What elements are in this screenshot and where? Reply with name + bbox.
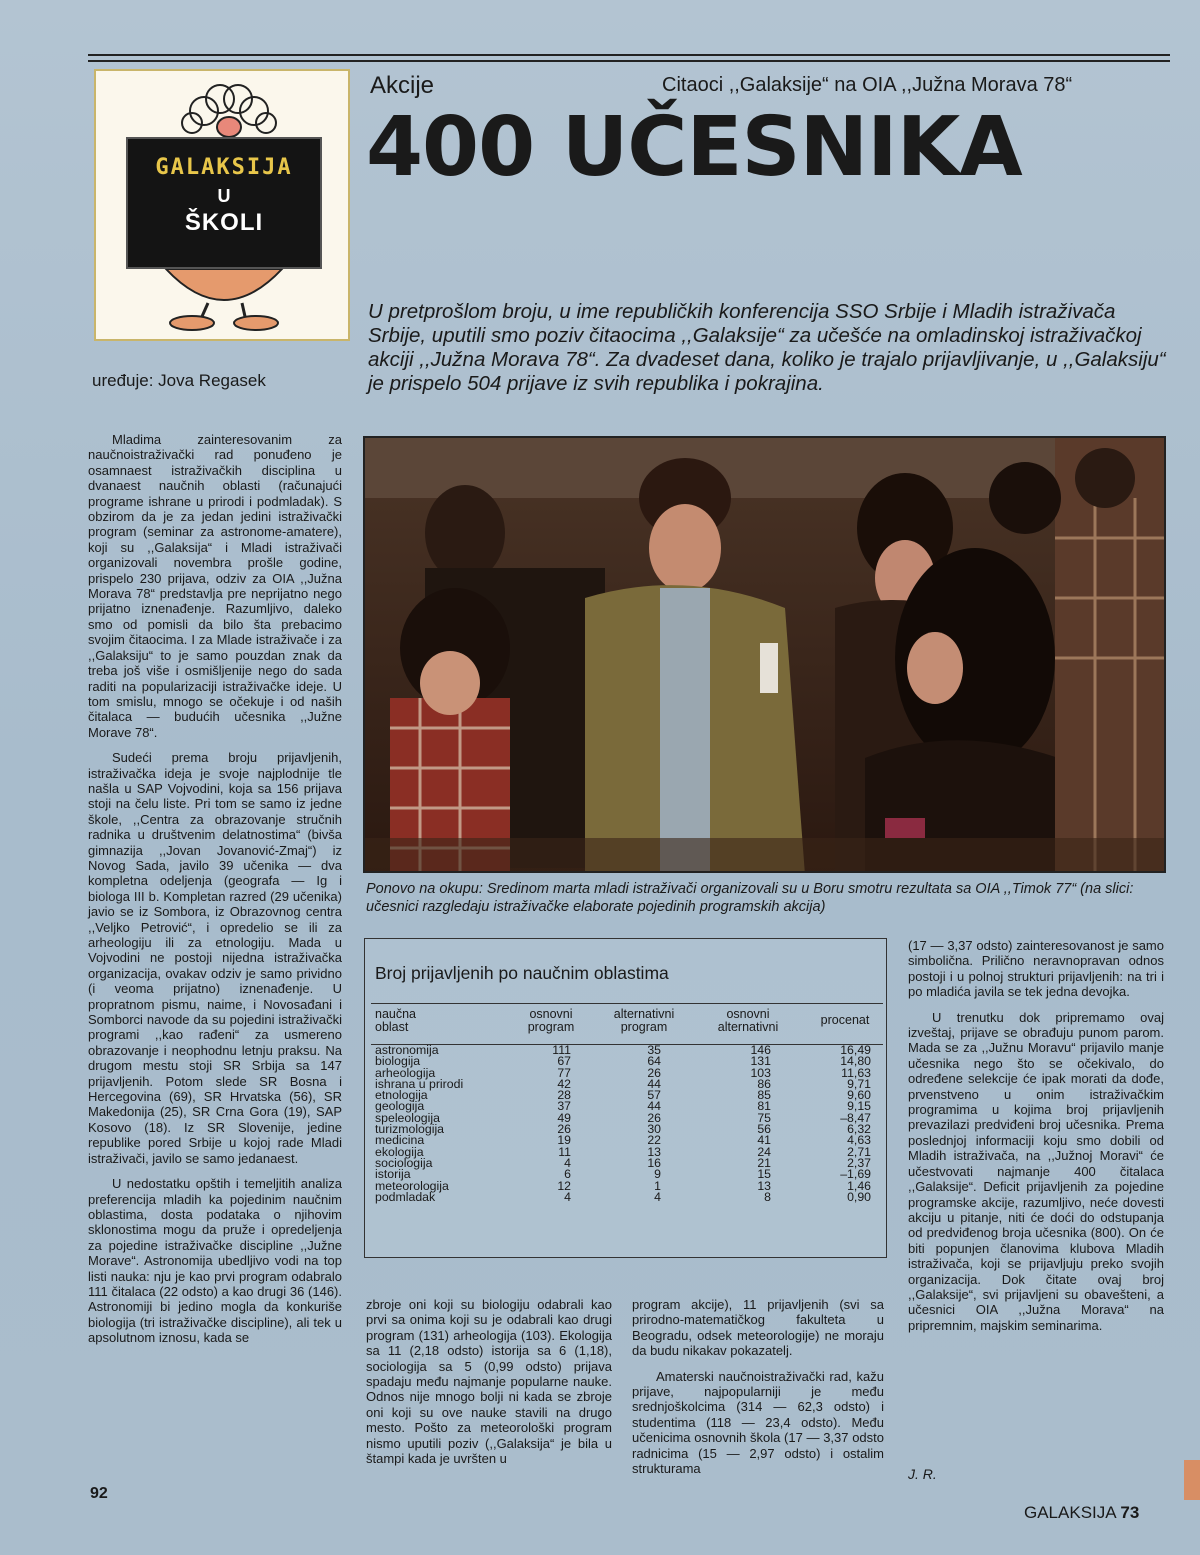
table-cell: 9,71 [847, 1076, 871, 1091]
footer [1024, 1503, 1139, 1523]
table-cell: 4 [654, 1189, 661, 1204]
table-cell: 86 [757, 1076, 771, 1091]
author-initials: J. R. [908, 1466, 937, 1482]
table-cell: –1,69 [840, 1167, 871, 1182]
event-photo [363, 436, 1166, 873]
table-cell: istorija [375, 1167, 411, 1182]
table-cell: 57 [647, 1088, 661, 1103]
table-cell: 146 [750, 1043, 771, 1057]
table-cell: ekologija [375, 1144, 424, 1159]
table-cell: 42 [557, 1076, 571, 1091]
table-cell: –8,47 [840, 1110, 871, 1125]
col4-paragraph-1: (17 — 3,37 odsto) zainteresovanost je samo simbolična. Prilično neravnopravan odnos postoji i u polnoj strukturi prijavljenih: na tri i po mladića javila se tek jedna devojka. [908, 938, 1164, 1000]
headline: 400 UČESNIKA [366, 100, 1022, 195]
table-cell: podmladak [375, 1189, 436, 1204]
table-cell: 13 [757, 1178, 771, 1193]
table-cell: 49 [557, 1110, 571, 1125]
table-cell: 26 [647, 1110, 661, 1125]
table-row [371, 1101, 883, 1112]
table-row [371, 1076, 883, 1091]
page-edge-tab [1184, 1460, 1200, 1500]
table-row [371, 1189, 883, 1204]
lead-paragraph: U pretprošlom broju, u ime republičkih konferencija SSO Srbije i Mladih istraživača Srbije, uputili smo poziv čitaocima ,,Galaksije“ za učešće na omladinskoj istraživačkoj akciji ,,Južna Morava 78“. Za dvadeset dana, koliko je trajalo prijavljivanje, u ,,Galaksiju“ je prispelo 504 prijave iz svih republika i pokrajina. [368, 300, 1166, 395]
col4-paragraph-2: U trenutku dok pripremamo ovaj izveštaj, prijave se obrađuju punom parom. Mada se za ,,Južnu Moravu“ prijavilo manje učesnika nego što se očekivalo, do određene selekcije će ipak morati da dođe, prvenstveno u onim istraživačkim programima u kojima broj prijavljenih prevazilazi predviđeni broj učesnika. Prema poslednjoj informaciji koju smo dobili od Mladih istraživača, na ,,Južnoj Moravi“ će učestvovati najmanje 400 čitalaca ,,Galaksije“. Deficit prijavljenih za pojedine programske akcije, razumljivo, neće dovesti akciju u pitanje, niti će doći do odstupanja od predviđenog broja učesnika (800). On će biti popunjen članovima klubova Mladih istraživača, koji se prijavljuju preko svojih organizacija. Dok čitate ovaj broj ,,Galaksije“, svi prijavljeni su obavešteni, a učesnici OIA ,,Južna Morava“ na pripremnim, majskim seminarima. [908, 1009, 1164, 1333]
section-kicker: Akcije [370, 72, 435, 99]
table-header [371, 1003, 883, 1045]
header-line: naučna [375, 1007, 417, 1021]
table-cell: 22 [647, 1133, 661, 1148]
page-number-left: 92 [90, 1485, 108, 1502]
table-cell: 30 [647, 1122, 661, 1137]
header-line: osnovni [529, 1007, 573, 1021]
table-cell: ishrana u prirodi [375, 1076, 464, 1091]
table-cell: 9,15 [847, 1099, 871, 1114]
table-cell: 131 [750, 1054, 771, 1069]
table-title: Broj prijavljenih po naučnim oblastima [375, 963, 669, 983]
photo-caption: Ponovo na okupu: Sredinom marta mladi istraživači organizovali su u Boru smotru rezultata sa OIA ,,Timok 77“ (na slici: učesnici razgledaju istraživačke elaborate pojedinih programskih akcija) [366, 881, 1134, 915]
table-cell: 77 [557, 1065, 571, 1080]
column-3 [632, 1297, 884, 1476]
table-row [371, 1124, 883, 1135]
header-osnovni-alternativni [703, 1008, 793, 1034]
table-row [371, 1135, 883, 1146]
table-cell: 4 [564, 1189, 571, 1204]
table-cell: 67 [557, 1054, 571, 1069]
table-cell: 9,60 [847, 1088, 871, 1103]
header-alternativni-program [599, 1008, 689, 1034]
column-2 [366, 1297, 612, 1466]
table-cell: 44 [647, 1076, 661, 1091]
table-cell: 4,63 [847, 1133, 871, 1148]
header-line: oblast [375, 1020, 409, 1034]
table-cell: 44 [647, 1099, 661, 1114]
header-line: program [620, 1020, 668, 1034]
table-cell: 19 [557, 1133, 571, 1148]
table-cell: 64 [647, 1054, 661, 1069]
table-cell: 1,46 [847, 1178, 871, 1193]
logo-sign [126, 137, 322, 269]
top-rule [88, 54, 1170, 56]
header-line: osnovni [726, 1007, 770, 1021]
table-cell: 11 [558, 1144, 571, 1159]
table-cell: astronomija [375, 1043, 439, 1057]
table-cell: 28 [557, 1088, 571, 1103]
logo-skoli: ŠKOLI [184, 209, 264, 236]
data-table-box [364, 938, 887, 1258]
table-cell: 26 [557, 1122, 571, 1137]
table-cell: turizmologija [375, 1122, 445, 1137]
col1-paragraph-2: Sudeći prema broju prijavljenih, istraživačka ideja je svoje najplodnije tle našla u SAP Vojvodini, koja sa 156 prijava stoji na čelu liste. Pri tom se samo iz jedne škole, ,,Centra za obrazovanje stručnih radnika u društvenim delatnostima“ (bivša gimnazija ,,Jovan Jovanović-Zmaj“) iz Novog Sada, javilo 39 učenika — dva kompletna odeljenja (geografa — Ig i biologa III b. Kompletan razred (29 učenika) javio se iz Sombora, iz Obrazovnog centra ,,Veljko Petrović“, i opredelio se ili za arheologiju ili za etnologiju. Mada u Vojvodini ne postoji nijedna istraživačka organizacija, ovakav odziv je samo prividno (i veoma prijatno) iznenađenje. U propratnom pismu, naime, i Novosađani i Somborci navode da su pojedini istraživački programi ,,kao rađeni“ za usmereno obrazovanje i neophodnu letnju praksu. Na drugom mestu stoji SR Srbija sa 147 prijavljenih. Potom slede SR Bosna i Hercegovina (69), SR Hrvatska (56), SR Makedonija (25), SR Crna Gora (19), SAP Kosovo (18). Iz SR Slovenije, jedine republike pored Srbije u kojoj rade Mladi istraživači, javilo se samo jedanaest. [88, 750, 342, 1166]
top-rule-2 [88, 60, 1170, 62]
table-cell: 2,71 [847, 1144, 871, 1159]
table-cell: 14,80 [840, 1054, 871, 1069]
table-cell: 81 [757, 1099, 771, 1114]
table-cell: etnologija [375, 1088, 428, 1103]
table-cell: 24 [757, 1144, 771, 1159]
header-procenat: procenat [820, 1013, 870, 1027]
table-cell: 37 [557, 1099, 571, 1114]
table-cell: 1 [654, 1178, 661, 1193]
table-cell: 4 [564, 1155, 571, 1170]
col3-paragraph-1: program akcije), 11 prijavljenih (svi sa prirodno-matematičkog fakulteta u Beogradu, odsek meteorologije) ne moraju da budu nikakav pokazatelj. [632, 1297, 884, 1359]
table-cell: 11,63 [841, 1065, 871, 1080]
table-cell: 8 [764, 1189, 771, 1204]
table-cell: 16,49 [840, 1043, 871, 1057]
col3-paragraph-2: Amaterski naučnoistraživački rad, kažu prijave, najpopularniji je među srednjoškolcima (314 — 62,3 odsto) i studentima (118 — 23,4 odsto). Među učenicima osnovnih škola (17 — 3,37 odsto radnicima (15 — 2,97 odsto) i ostalim strukturama [632, 1368, 884, 1477]
table-cell: 6,32 [847, 1122, 871, 1137]
table-cell: 16 [647, 1155, 661, 1170]
table-cell: 21 [757, 1155, 771, 1170]
col2-paragraph: zbroje oni koji su biologiju odabrali kao prvi sa onima koji su je odabrali kao drugi program (131) arheologija (103). Ekologija sa 11 (2,18 odsto) istorija sa 6 (1,18), sociologija sa 5 (0,99 odsto) prijava spadaju među najmanje popularne nauke. Odnos nije mnogo bolji ni kada se zbroje oni koji su ove nauke stavili na drugo mesto. Pošto za meteorološki program nismo uputili poziv (,,Galaksija“ je bila u štampi kada je uvršten u [366, 1297, 612, 1467]
table-cell: 103 [750, 1065, 771, 1080]
logo-u: U [217, 186, 231, 206]
table-row [371, 1144, 883, 1159]
table-cell: 13 [647, 1144, 661, 1159]
footer-magazine: GALAKSIJA [1024, 1503, 1116, 1522]
col1-paragraph-3: U nedostatku opštih i temeljitih analiza preferencija mladih ka pojedinim naučnim oblastima, dosta podataka o njihovim sklonostima mogu da pruže i opredeljenja za pojedine istraživačke discipline ,,Južne Morave“. Astronomija ubedljivo vodi na top listi nauka: nju je kao prvi program odabralo 111 čitalaca (22 odsto) a kao drugi 36 (146). Astronomiji bi jedino mogla da konkuriše biologija (tri istraživačke discipline), ali tek u apsolutnom iznosu, kada se [88, 1176, 342, 1346]
table-cell: 35 [647, 1043, 661, 1057]
header-line: alternativni [613, 1007, 675, 1021]
table-cell: medicina [375, 1133, 425, 1148]
table-cell: arheologija [375, 1065, 436, 1080]
table-row [371, 1045, 883, 1056]
header-osnovni-program [511, 1008, 591, 1034]
table-row [371, 1056, 883, 1067]
table-row [371, 1178, 883, 1193]
table-row [371, 1110, 883, 1125]
section-subkicker: Citaoci ,,Galaksije“ na OIA ,,Južna Morava 78“ [662, 74, 1073, 96]
logo-title: GALAKSIJA [155, 155, 293, 180]
table-cell: 0,90 [847, 1189, 871, 1204]
table-cell: 6 [564, 1167, 571, 1182]
table-cell: sociologija [375, 1155, 433, 1170]
editor-credit: uređuje: Jova Regasek [92, 371, 266, 390]
photo-illustration [365, 438, 1166, 873]
table-cell: speleologija [375, 1110, 440, 1125]
table-cell: 41 [757, 1133, 771, 1148]
header-line: alternativni [717, 1020, 779, 1034]
table-cell: 2,37 [847, 1155, 871, 1170]
header-naucna-oblast [375, 1008, 416, 1034]
table-cell: 75 [757, 1110, 771, 1125]
table-cell: 85 [757, 1088, 771, 1103]
table-cell: 111 [552, 1043, 571, 1057]
table-row [371, 1090, 883, 1101]
table-cell: 15 [757, 1167, 771, 1182]
column-4 [908, 938, 1164, 1333]
column-1 [88, 432, 342, 1346]
galaksija-u-skoli-logo [94, 69, 350, 341]
table-cell: 9 [654, 1167, 661, 1182]
table-body [371, 1045, 883, 1203]
table-cell: 56 [757, 1122, 771, 1137]
footer-page-number: 73 [1120, 1503, 1140, 1522]
table-cell: 12 [557, 1178, 571, 1193]
table-cell: geologija [375, 1099, 425, 1114]
col1-paragraph-1: Mladima zainteresovanim za naučnoistraživački rad ponuđeno je osamnaest istraživačkih disciplina u dvanaest naučnih oblasti (računajući programe ishrane u prirodi i podmladak). S obzirom da je za jedan jedini istraživački program (seminar za astronome-amatere), koji su ,,Galaksija“ i Mladi istraživači organizovali novembra prošle godine, prispelo 230 prijava, odziv za OIA ,,Južna Morava 78“ predstavlja pre neprijatno nego prijatno iznenađenje. Razumljivo, daleko smo od pomisli da bilo šta prebacimo svojim čitaocima. I za Mlade istraživače i za ,,Galaksiju“ to je samo pouzdan znak da treba još više i osmišljenije nego do sada raditi na popularizaciji istraživačke ideje. U tom smislu, mnogo se očekuje i od naših čitalaca — budućih učesnika ,,Južne Morave 78“. [88, 432, 342, 740]
header-line: program [527, 1020, 575, 1034]
table-cell: biologija [375, 1054, 421, 1069]
table-cell: 26 [647, 1065, 661, 1080]
table-cell: meteorologija [375, 1178, 449, 1193]
table-row [371, 1155, 883, 1170]
